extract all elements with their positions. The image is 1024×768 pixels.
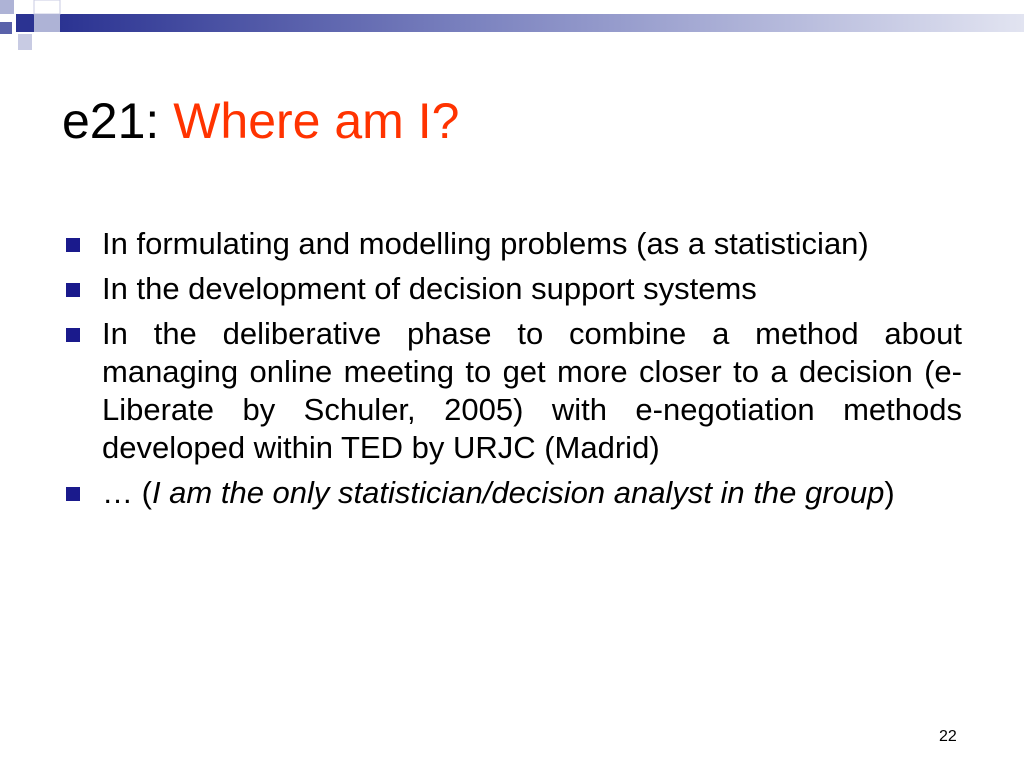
bullet-item: [62, 225, 962, 263]
header-decoration: [0, 0, 1024, 60]
corner-square-dark: [16, 14, 34, 32]
bullet-lead: … (: [102, 475, 152, 510]
bullet-italic-part-1: I am the only statistician/decision analyst in: [151, 475, 745, 510]
page-number: 22: [939, 728, 957, 745]
corner-square-light: [34, 14, 60, 32]
bullet-text: In the development of decision support systems: [102, 271, 757, 306]
bullet-text: In formulating and modelling problems (as a statistician): [102, 226, 869, 261]
bullet-item: [62, 315, 962, 467]
slide-title: [62, 92, 459, 150]
title-prefix: e21:: [62, 93, 174, 149]
bullet-text: In the deliberative phase to combine a method about managing online meeting to get more closer to a decision (e-Liberate by Schuler, 2005) with e-negotiation methods developed within TED by URJC (Madrid): [102, 316, 962, 465]
corner-square-light: [34, 0, 60, 14]
bullet-text: [102, 475, 895, 510]
square-bullet-icon: [66, 487, 80, 501]
bullet-item: [62, 270, 962, 308]
header-band: [60, 14, 1024, 32]
corner-square-light: [0, 0, 14, 14]
square-bullet-icon: [66, 283, 80, 297]
bullet-italic-part-2: the group: [753, 475, 885, 510]
bullet-item: [62, 474, 962, 512]
bullet-list: [62, 225, 962, 519]
corner-square-dark: [0, 22, 12, 34]
square-bullet-icon: [66, 238, 80, 252]
corner-square-light: [18, 34, 32, 50]
title-accent: Where am I?: [173, 93, 460, 149]
bullet-tail: ): [884, 475, 895, 510]
square-bullet-icon: [66, 328, 80, 342]
